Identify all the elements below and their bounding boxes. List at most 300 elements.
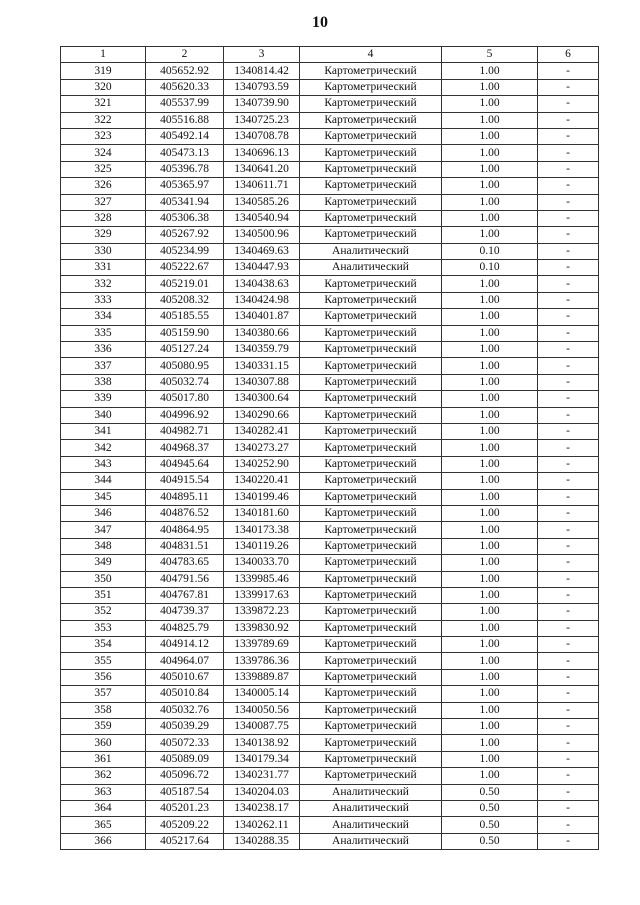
method-cell: Аналитический — [300, 833, 442, 849]
note-cell: - — [538, 768, 599, 784]
x-coordinate-cell: 404982.71 — [146, 423, 224, 439]
table-row — [61, 194, 599, 210]
y-coordinate-cell: 1340252.90 — [224, 456, 300, 472]
accuracy-cell: 1.00 — [442, 112, 538, 128]
x-coordinate-cell: 405516.88 — [146, 112, 224, 128]
note-cell: - — [538, 178, 599, 194]
x-coordinate-cell: 405127.24 — [146, 342, 224, 358]
accuracy-cell: 1.00 — [442, 342, 538, 358]
accuracy-cell: 1.00 — [442, 194, 538, 210]
y-coordinate-cell: 1340199.46 — [224, 489, 300, 505]
note-cell: - — [538, 473, 599, 489]
point-number-cell: 327 — [61, 194, 146, 210]
point-number-cell: 353 — [61, 620, 146, 636]
y-coordinate-cell: 1339889.87 — [224, 669, 300, 685]
point-number-cell: 321 — [61, 96, 146, 112]
point-number-cell: 347 — [61, 522, 146, 538]
point-number-cell: 365 — [61, 817, 146, 833]
method-cell: Аналитический — [300, 800, 442, 816]
note-cell: - — [538, 358, 599, 374]
accuracy-cell: 1.00 — [442, 292, 538, 308]
accuracy-cell: 1.00 — [442, 178, 538, 194]
method-cell: Картометрический — [300, 145, 442, 161]
accuracy-cell: 1.00 — [442, 79, 538, 95]
x-coordinate-cell: 405096.72 — [146, 768, 224, 784]
accuracy-cell: 1.00 — [442, 587, 538, 603]
note-cell: - — [538, 440, 599, 456]
y-coordinate-cell: 1339786.36 — [224, 653, 300, 669]
y-coordinate-cell: 1340793.59 — [224, 79, 300, 95]
note-cell: - — [538, 96, 599, 112]
accuracy-cell: 0.10 — [442, 260, 538, 276]
y-coordinate-cell: 1340181.60 — [224, 505, 300, 521]
method-cell: Картометрический — [300, 309, 442, 325]
point-number-cell: 359 — [61, 719, 146, 735]
method-cell: Аналитический — [300, 260, 442, 276]
accuracy-cell: 1.00 — [442, 358, 538, 374]
table-row — [61, 751, 599, 767]
y-coordinate-cell: 1340814.42 — [224, 63, 300, 79]
table-row — [61, 440, 599, 456]
accuracy-cell: 1.00 — [442, 620, 538, 636]
x-coordinate-cell: 404831.51 — [146, 538, 224, 554]
accuracy-cell: 1.00 — [442, 522, 538, 538]
y-coordinate-cell: 1340138.92 — [224, 735, 300, 751]
y-coordinate-cell: 1339872.23 — [224, 604, 300, 620]
method-cell: Картометрический — [300, 473, 442, 489]
method-cell: Картометрический — [300, 96, 442, 112]
y-coordinate-cell: 1339917.63 — [224, 587, 300, 603]
accuracy-cell: 1.00 — [442, 637, 538, 653]
table-row — [61, 604, 599, 620]
method-cell: Картометрический — [300, 440, 442, 456]
method-cell: Аналитический — [300, 817, 442, 833]
x-coordinate-cell: 404864.95 — [146, 522, 224, 538]
table-row — [61, 833, 599, 849]
column-header: 2 — [146, 47, 224, 63]
point-number-cell: 339 — [61, 391, 146, 407]
y-coordinate-cell: 1340725.23 — [224, 112, 300, 128]
y-coordinate-cell: 1340173.38 — [224, 522, 300, 538]
x-coordinate-cell: 405010.67 — [146, 669, 224, 685]
table-row — [61, 555, 599, 571]
y-coordinate-cell: 1340500.96 — [224, 227, 300, 243]
point-number-cell: 363 — [61, 784, 146, 800]
column-header: 5 — [442, 47, 538, 63]
x-coordinate-cell: 405032.74 — [146, 374, 224, 390]
note-cell: - — [538, 325, 599, 341]
table-row — [61, 620, 599, 636]
table-row — [61, 210, 599, 226]
note-cell: - — [538, 342, 599, 358]
accuracy-cell: 1.00 — [442, 96, 538, 112]
accuracy-cell: 1.00 — [442, 505, 538, 521]
table-row — [61, 79, 599, 95]
y-coordinate-cell: 1340708.78 — [224, 128, 300, 144]
x-coordinate-cell: 404876.52 — [146, 505, 224, 521]
table-row — [61, 178, 599, 194]
accuracy-cell: 0.50 — [442, 784, 538, 800]
note-cell: - — [538, 702, 599, 718]
point-number-cell: 320 — [61, 79, 146, 95]
point-number-cell: 328 — [61, 210, 146, 226]
table-row — [61, 587, 599, 603]
x-coordinate-cell: 405267.92 — [146, 227, 224, 243]
method-cell: Картометрический — [300, 751, 442, 767]
method-cell: Картометрический — [300, 391, 442, 407]
note-cell: - — [538, 489, 599, 505]
point-number-cell: 355 — [61, 653, 146, 669]
accuracy-cell: 1.00 — [442, 325, 538, 341]
method-cell: Картометрический — [300, 79, 442, 95]
accuracy-cell: 1.00 — [442, 768, 538, 784]
point-number-cell: 361 — [61, 751, 146, 767]
x-coordinate-cell: 404825.79 — [146, 620, 224, 636]
table-row — [61, 784, 599, 800]
accuracy-cell: 1.00 — [442, 653, 538, 669]
point-number-cell: 345 — [61, 489, 146, 505]
table-row — [61, 227, 599, 243]
y-coordinate-cell: 1340424.98 — [224, 292, 300, 308]
note-cell: - — [538, 194, 599, 210]
note-cell: - — [538, 128, 599, 144]
accuracy-cell: 1.00 — [442, 145, 538, 161]
y-coordinate-cell: 1340273.27 — [224, 440, 300, 456]
table-row — [61, 571, 599, 587]
table-row — [61, 800, 599, 816]
x-coordinate-cell: 405306.38 — [146, 210, 224, 226]
y-coordinate-cell: 1340179.34 — [224, 751, 300, 767]
page-number: 10 — [312, 14, 328, 31]
y-coordinate-cell: 1340050.56 — [224, 702, 300, 718]
note-cell: - — [538, 292, 599, 308]
accuracy-cell: 1.00 — [442, 669, 538, 685]
y-coordinate-cell: 1340282.41 — [224, 423, 300, 439]
point-number-cell: 326 — [61, 178, 146, 194]
table-row — [61, 96, 599, 112]
table-row — [61, 653, 599, 669]
accuracy-cell: 0.50 — [442, 817, 538, 833]
note-cell: - — [538, 653, 599, 669]
x-coordinate-cell: 405473.13 — [146, 145, 224, 161]
method-cell: Картометрический — [300, 63, 442, 79]
accuracy-cell: 0.10 — [442, 243, 538, 259]
table-row — [61, 538, 599, 554]
point-number-cell: 364 — [61, 800, 146, 816]
method-cell: Картометрический — [300, 128, 442, 144]
x-coordinate-cell: 405080.95 — [146, 358, 224, 374]
column-header: 3 — [224, 47, 300, 63]
point-number-cell: 342 — [61, 440, 146, 456]
point-number-cell: 362 — [61, 768, 146, 784]
y-coordinate-cell: 1340290.66 — [224, 407, 300, 423]
point-number-cell: 332 — [61, 276, 146, 292]
point-number-cell: 325 — [61, 161, 146, 177]
accuracy-cell: 1.00 — [442, 555, 538, 571]
table-row — [61, 63, 599, 79]
note-cell: - — [538, 161, 599, 177]
accuracy-cell: 1.00 — [442, 161, 538, 177]
accuracy-cell: 0.50 — [442, 800, 538, 816]
accuracy-cell: 1.00 — [442, 309, 538, 325]
table-row — [61, 292, 599, 308]
note-cell: - — [538, 817, 599, 833]
x-coordinate-cell: 405017.80 — [146, 391, 224, 407]
table-row — [61, 374, 599, 390]
table-row — [61, 505, 599, 521]
note-cell: - — [538, 374, 599, 390]
note-cell: - — [538, 800, 599, 816]
note-cell: - — [538, 719, 599, 735]
y-coordinate-cell: 1340331.15 — [224, 358, 300, 374]
y-coordinate-cell: 1340288.35 — [224, 833, 300, 849]
table-row — [61, 522, 599, 538]
method-cell: Аналитический — [300, 784, 442, 800]
table-row — [61, 391, 599, 407]
accuracy-cell: 1.00 — [442, 440, 538, 456]
y-coordinate-cell: 1340447.93 — [224, 260, 300, 276]
accuracy-cell: 1.00 — [442, 702, 538, 718]
note-cell: - — [538, 210, 599, 226]
note-cell: - — [538, 145, 599, 161]
accuracy-cell: 1.00 — [442, 374, 538, 390]
x-coordinate-cell: 404915.54 — [146, 473, 224, 489]
point-number-cell: 340 — [61, 407, 146, 423]
method-cell: Картометрический — [300, 735, 442, 751]
table-row — [61, 702, 599, 718]
x-coordinate-cell: 405209.22 — [146, 817, 224, 833]
table-row — [61, 161, 599, 177]
accuracy-cell: 1.00 — [442, 719, 538, 735]
method-cell: Картометрический — [300, 505, 442, 521]
accuracy-cell: 1.00 — [442, 571, 538, 587]
method-cell: Картометрический — [300, 210, 442, 226]
method-cell: Картометрический — [300, 686, 442, 702]
method-cell: Картометрический — [300, 374, 442, 390]
x-coordinate-cell: 405341.94 — [146, 194, 224, 210]
point-number-cell: 335 — [61, 325, 146, 341]
table-header-row — [61, 47, 599, 63]
x-coordinate-cell: 404783.65 — [146, 555, 224, 571]
note-cell: - — [538, 604, 599, 620]
note-cell: - — [538, 784, 599, 800]
note-cell: - — [538, 276, 599, 292]
table-row — [61, 456, 599, 472]
note-cell: - — [538, 227, 599, 243]
y-coordinate-cell: 1340739.90 — [224, 96, 300, 112]
table-row — [61, 423, 599, 439]
method-cell: Картометрический — [300, 423, 442, 439]
point-number-cell: 334 — [61, 309, 146, 325]
note-cell: - — [538, 522, 599, 538]
x-coordinate-cell: 405185.55 — [146, 309, 224, 325]
y-coordinate-cell: 1340540.94 — [224, 210, 300, 226]
note-cell: - — [538, 751, 599, 767]
method-cell: Картометрический — [300, 571, 442, 587]
point-number-cell: 352 — [61, 604, 146, 620]
method-cell: Картометрический — [300, 227, 442, 243]
table-row — [61, 325, 599, 341]
x-coordinate-cell: 405537.99 — [146, 96, 224, 112]
note-cell: - — [538, 587, 599, 603]
y-coordinate-cell: 1340231.77 — [224, 768, 300, 784]
y-coordinate-cell: 1340696.13 — [224, 145, 300, 161]
coordinates-table — [60, 46, 599, 850]
x-coordinate-cell: 405219.01 — [146, 276, 224, 292]
y-coordinate-cell: 1340238.17 — [224, 800, 300, 816]
y-coordinate-cell: 1340438.63 — [224, 276, 300, 292]
table-row — [61, 407, 599, 423]
point-number-cell: 360 — [61, 735, 146, 751]
note-cell: - — [538, 391, 599, 407]
point-number-cell: 329 — [61, 227, 146, 243]
y-coordinate-cell: 1340087.75 — [224, 719, 300, 735]
accuracy-cell: 1.00 — [442, 686, 538, 702]
method-cell: Аналитический — [300, 243, 442, 259]
method-cell: Картометрический — [300, 276, 442, 292]
point-number-cell: 348 — [61, 538, 146, 554]
x-coordinate-cell: 405208.32 — [146, 292, 224, 308]
method-cell: Картометрический — [300, 292, 442, 308]
x-coordinate-cell: 405652.92 — [146, 63, 224, 79]
point-number-cell: 349 — [61, 555, 146, 571]
note-cell: - — [538, 456, 599, 472]
point-number-cell: 358 — [61, 702, 146, 718]
table-row — [61, 243, 599, 259]
method-cell: Картометрический — [300, 768, 442, 784]
y-coordinate-cell: 1340300.64 — [224, 391, 300, 407]
x-coordinate-cell: 404767.81 — [146, 587, 224, 603]
y-coordinate-cell: 1340469.63 — [224, 243, 300, 259]
method-cell: Картометрический — [300, 653, 442, 669]
accuracy-cell: 1.00 — [442, 128, 538, 144]
point-number-cell: 344 — [61, 473, 146, 489]
x-coordinate-cell: 405396.78 — [146, 161, 224, 177]
x-coordinate-cell: 405159.90 — [146, 325, 224, 341]
x-coordinate-cell: 404739.37 — [146, 604, 224, 620]
x-coordinate-cell: 405492.14 — [146, 128, 224, 144]
accuracy-cell: 1.00 — [442, 276, 538, 292]
table-row — [61, 637, 599, 653]
note-cell: - — [538, 538, 599, 554]
accuracy-cell: 1.00 — [442, 391, 538, 407]
accuracy-cell: 1.00 — [442, 227, 538, 243]
x-coordinate-cell: 405365.97 — [146, 178, 224, 194]
y-coordinate-cell: 1340005.14 — [224, 686, 300, 702]
note-cell: - — [538, 423, 599, 439]
method-cell: Картометрический — [300, 407, 442, 423]
x-coordinate-cell: 404968.37 — [146, 440, 224, 456]
x-coordinate-cell: 404914.12 — [146, 637, 224, 653]
point-number-cell: 354 — [61, 637, 146, 653]
x-coordinate-cell: 405222.67 — [146, 260, 224, 276]
table-row — [61, 669, 599, 685]
x-coordinate-cell: 404895.11 — [146, 489, 224, 505]
note-cell: - — [538, 63, 599, 79]
x-coordinate-cell: 405089.09 — [146, 751, 224, 767]
accuracy-cell: 1.00 — [442, 210, 538, 226]
point-number-cell: 351 — [61, 587, 146, 603]
table-row — [61, 309, 599, 325]
method-cell: Картометрический — [300, 522, 442, 538]
point-number-cell: 343 — [61, 456, 146, 472]
method-cell: Картометрический — [300, 358, 442, 374]
table-row — [61, 145, 599, 161]
point-number-cell: 357 — [61, 686, 146, 702]
y-coordinate-cell: 1339789.69 — [224, 637, 300, 653]
accuracy-cell: 1.00 — [442, 423, 538, 439]
y-coordinate-cell: 1340204.03 — [224, 784, 300, 800]
method-cell: Картометрический — [300, 538, 442, 554]
y-coordinate-cell: 1340359.79 — [224, 342, 300, 358]
column-header: 4 — [300, 47, 442, 63]
column-header: 6 — [538, 47, 599, 63]
method-cell: Картометрический — [300, 604, 442, 620]
note-cell: - — [538, 243, 599, 259]
point-number-cell: 330 — [61, 243, 146, 259]
table-row — [61, 276, 599, 292]
table-row — [61, 112, 599, 128]
table-row — [61, 342, 599, 358]
accuracy-cell: 1.00 — [442, 63, 538, 79]
accuracy-cell: 1.00 — [442, 735, 538, 751]
table-row — [61, 768, 599, 784]
note-cell: - — [538, 555, 599, 571]
method-cell: Картометрический — [300, 456, 442, 472]
y-coordinate-cell: 1340220.41 — [224, 473, 300, 489]
note-cell: - — [538, 112, 599, 128]
table-row — [61, 489, 599, 505]
accuracy-cell: 1.00 — [442, 604, 538, 620]
accuracy-cell: 0.50 — [442, 833, 538, 849]
point-number-cell: 323 — [61, 128, 146, 144]
y-coordinate-cell: 1340307.88 — [224, 374, 300, 390]
y-coordinate-cell: 1339830.92 — [224, 620, 300, 636]
column-header: 1 — [61, 47, 146, 63]
method-cell: Картометрический — [300, 555, 442, 571]
method-cell: Картометрический — [300, 112, 442, 128]
accuracy-cell: 1.00 — [442, 751, 538, 767]
x-coordinate-cell: 404996.92 — [146, 407, 224, 423]
note-cell: - — [538, 79, 599, 95]
table-row — [61, 686, 599, 702]
accuracy-cell: 1.00 — [442, 473, 538, 489]
accuracy-cell: 1.00 — [442, 456, 538, 472]
note-cell: - — [538, 833, 599, 849]
accuracy-cell: 1.00 — [442, 407, 538, 423]
x-coordinate-cell: 405010.84 — [146, 686, 224, 702]
table-row — [61, 358, 599, 374]
x-coordinate-cell: 404964.07 — [146, 653, 224, 669]
point-number-cell: 346 — [61, 505, 146, 521]
point-number-cell: 333 — [61, 292, 146, 308]
x-coordinate-cell: 405039.29 — [146, 719, 224, 735]
method-cell: Картометрический — [300, 669, 442, 685]
point-number-cell: 341 — [61, 423, 146, 439]
y-coordinate-cell: 1340585.26 — [224, 194, 300, 210]
x-coordinate-cell: 404945.64 — [146, 456, 224, 472]
note-cell: - — [538, 686, 599, 702]
x-coordinate-cell: 405187.54 — [146, 784, 224, 800]
y-coordinate-cell: 1340033.70 — [224, 555, 300, 571]
note-cell: - — [538, 505, 599, 521]
table-header — [61, 47, 599, 63]
table-body — [61, 63, 599, 850]
note-cell: - — [538, 669, 599, 685]
method-cell: Картометрический — [300, 637, 442, 653]
x-coordinate-cell: 405620.33 — [146, 79, 224, 95]
point-number-cell: 338 — [61, 374, 146, 390]
